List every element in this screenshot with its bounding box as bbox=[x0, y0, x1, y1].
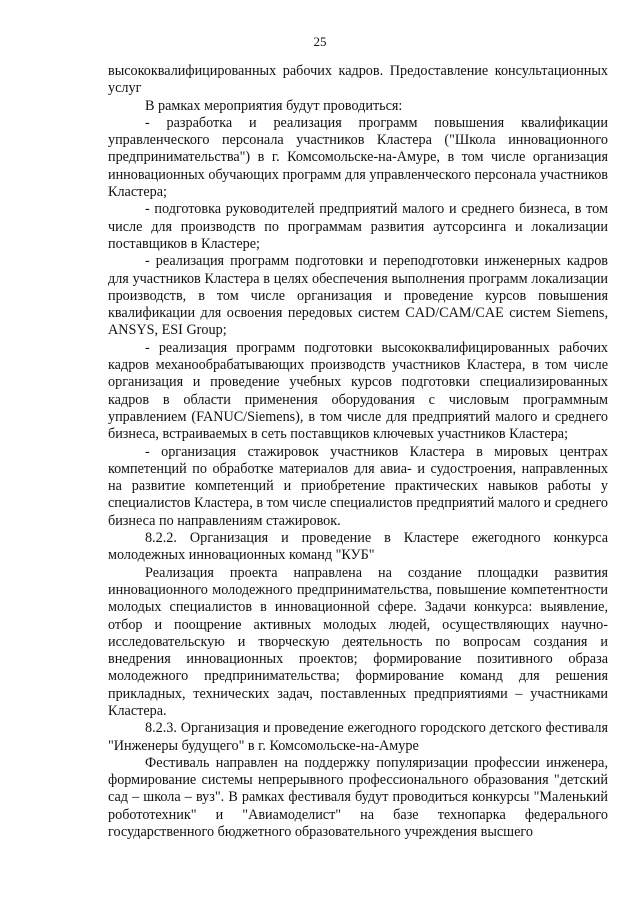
paragraph-activities-intro: В рамках мероприятия будут проводиться: bbox=[145, 97, 403, 114]
paragraph-engineers-festival: Фестиваль направлен на поддержку популяризации профессии инженера, формирование системы непрерывного профессионального образования "детский сад – школа – вуз". В рамках фестиваля будут проводиться конкурсы "Маленький робототехник" и "Авиамоделист" на базе технопарка федерального государственного бюджетного образовательного учреждения высшего bbox=[108, 754, 608, 841]
list-item-worker-training: - реализация программ подготовки высококвалифицированных рабочих кадров механообрабатывающих производств участников Кластера, в том числе организация и проведение учебных курсов подготовки специализированных кадров в области применения оборудования с числовым программным управлением (FANUC/Siemens), в том числе для предприятий малого и среднего бизнеса, встраиваемых в сеть поставщиков ключевых участников Кластера; bbox=[108, 339, 608, 443]
list-item-management-training: - разработка и реализация программ повышения квалификации управленческого персонала участников Кластера ("Школа инновационного предпринимательства") в г. Комсомольске-на-Амуре, в том числе организация инновационных обучающих программ для управленческого персонала участников Кластера; bbox=[108, 114, 608, 201]
body-text bbox=[108, 63, 608, 841]
list-item-internships: - организация стажировок участников Кластера в мировых центрах компетенций по обработке материалов для авиа- и судостроения, направленных на развитие компетенций и приобретение практических навыков работы у специалистов Кластера, в том числе специалистов предприятий малого и среднего бизнеса по направлениям стажировок. bbox=[108, 443, 608, 529]
section-heading-8-2-2: 8.2.2. Организация и проведение в Кластере ежегодного конкурса молодежных инновационных команд "КУБ" bbox=[108, 530, 608, 564]
paragraph-kub-contest: Реализация проекта направлена на создание площадки развития инновационного молодежного предпринимательства, повышение компетентности молодых специалистов в инновационной сфере. Задачи конкурса: выявление, отбор и поощрение активных молодых людей, осуществляющих научно-исследовательскую и творческую деятельность по вопросам создания и внедрения инновационных проектов; формирование позитивного образа молодежного предпринимательства; формирование команд для решения прикладных, технических задач, поставленных предприятиями – участниками Кластера. bbox=[108, 564, 608, 719]
section-heading-8-2-3: 8.2.3. Организация и проведение ежегодного городского детского фестиваля "Инженеры будущего" в г. Комсомольске-на-Амуре bbox=[108, 720, 608, 754]
list-item-engineer-training: - реализация программ подготовки и переподготовки инженерных кадров для участников Кластера в целях обеспечения выполнения программ локализации производств, в том числе организация и проведение курсов повышения квалификации для освоения передовых систем CAD/CAM/CAE систем Siemens, ANSYS, ESI Group; bbox=[108, 253, 608, 339]
paragraph-intro-continuation: высококвалифицированных рабочих кадров. Предоставление консультационных услуг bbox=[108, 63, 608, 97]
list-item-sme-leaders-training: - подготовка руководителей предприятий малого и среднего бизнеса, в том числе для производств по программам развития аутсорсинга и локализации поставщиков в Кластере; bbox=[108, 201, 608, 252]
page-number: 25 bbox=[313, 34, 327, 49]
